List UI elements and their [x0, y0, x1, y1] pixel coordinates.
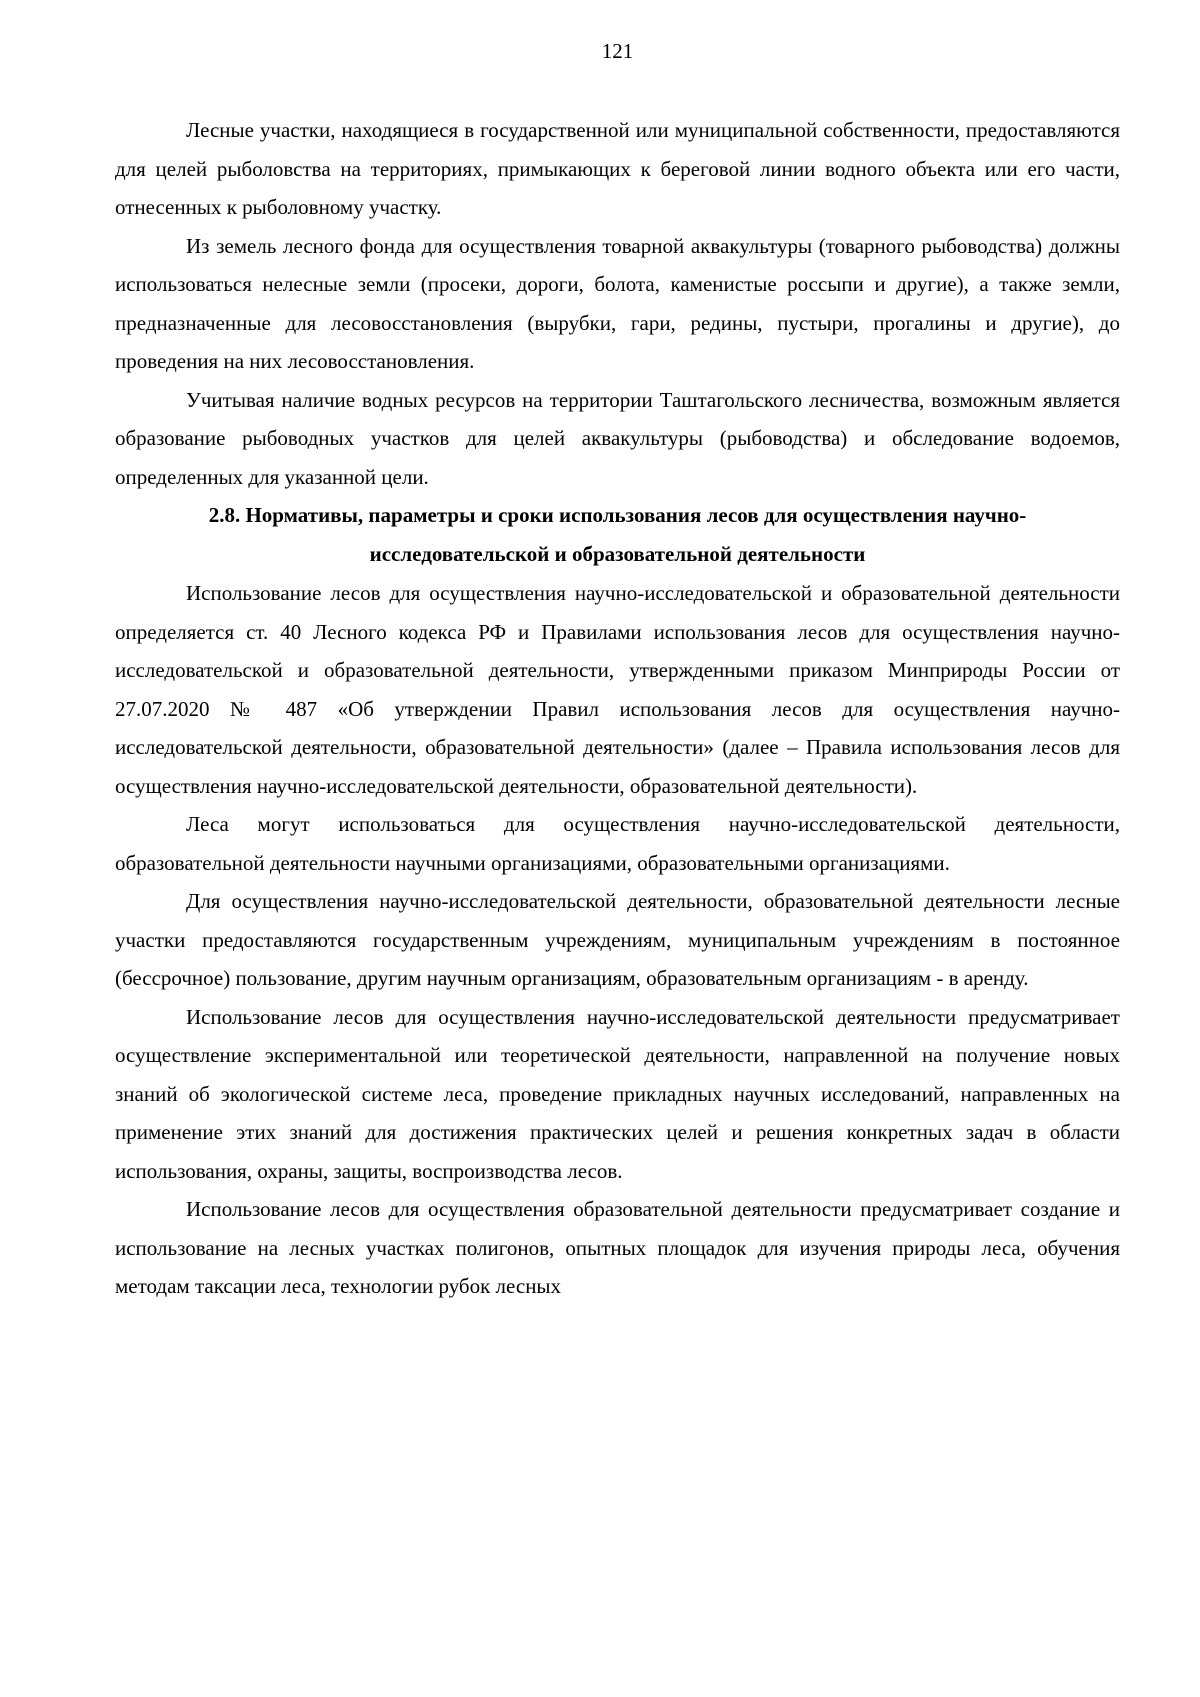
paragraph-forest-plots-fishing: Лесные участки, находящиеся в государственной или муниципальной собственности, предоставляются для целей рыболовства на территориях, примыкающих к береговой линии водного объекта или его части, отнесенных к рыболовному участку.: [115, 118, 1120, 219]
paragraph-educational-activity-scope: Использование лесов для осуществления образовательной деятельности предусматривает создание и использование на лесных участках полигонов, опытных площадок для изучения природы леса, обучения методам таксации леса, технологии рубок лесных: [115, 1197, 1120, 1298]
paragraph-research-activity-scope: Использование лесов для осуществления научно-исследовательской деятельности предусматривает осуществление экспериментальной или теоретической деятельности, направленной на получение новых знаний об экологической системе леса, проведение прикладных научных исследований, направленных на применение этих знаний для достижения практических целей и решения конкретных задач в области использования, охраны, защиты, воспроизводства лесов.: [115, 1004, 1120, 1183]
document-body: [115, 111, 1120, 1306]
paragraph-tashtagol-water-resources: Учитывая наличие водных ресурсов на территории Таштагольского лесничества, возможным является образование рыбоводных участков для целей аквакультуры (рыбоводства) и обследование водоемов, определенных для указанной цели.: [115, 387, 1120, 489]
section-heading: 2.8. Нормативы, параметры и сроки использования лесов для осуществления научно-исследовательской и образовательной деятельности: [208, 503, 1027, 566]
paragraph-research-usage-rules: Использование лесов для осуществления научно-исследовательской и образовательной деятельности определяется ст. 40 Лесного кодекса РФ и Правилами использования лесов для осуществления научно-исследовательской и образовательной деятельности, утвержденными приказом Минприроды России от 27.07.2020 № 487 «Об утверждении Правил использования лесов для осуществления научно-исследовательской деятельности, образовательной деятельности» (далее – Правила использования лесов для осуществления научно-исследовательской деятельности, образовательной деятельности).: [115, 581, 1120, 798]
paragraph-research-organizations: Леса могут использоваться для осуществления научно-исследовательской деятельности, образовательной деятельности научными организациями, образовательными организациями.: [115, 812, 1120, 875]
page-number: 121: [601, 39, 634, 63]
paragraph-aquaculture-lands: Из земель лесного фонда для осуществления товарной аквакультуры (товарного рыбоводства) должны использоваться нелесные земли (просеки, дороги, болота, каменистые россыпи и другие), а также земли, предназначенные для лесовосстановления (вырубки, гари, редины, пустыри, прогалины и другие), до проведения на них лесовосстановления.: [115, 233, 1120, 373]
paragraph-plots-provision: Для осуществления научно-исследовательской деятельности, образовательной деятельности лесные участки предоставляются государственным учреждениям, муниципальным учреждениям в постоянное (бессрочное) пользование, другим научным организациям, образовательным организациям - в аренду.: [115, 889, 1120, 990]
